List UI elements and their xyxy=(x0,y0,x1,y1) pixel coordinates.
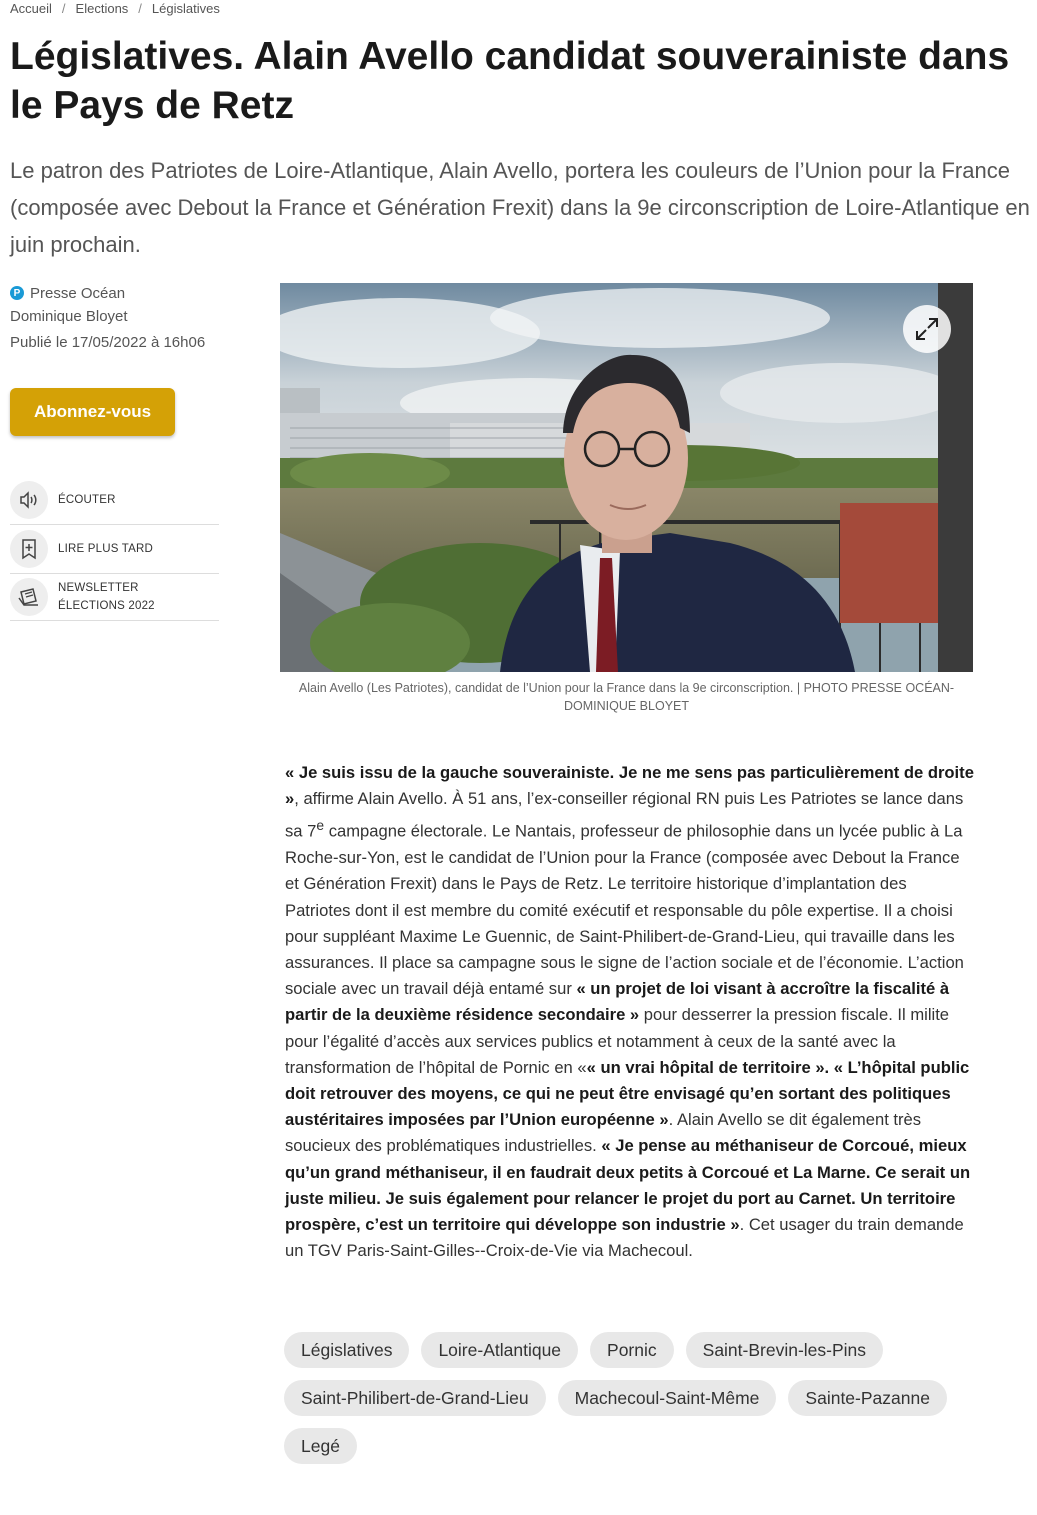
quote: « Je suis issu de la gauche souverainiste. Je ne me sens pas particulièrement de droite » xyxy=(285,763,974,809)
tag[interactable]: Saint-Philibert-de-Grand-Lieu xyxy=(284,1380,546,1416)
breadcrumb-separator: / xyxy=(61,1,66,16)
read-later-button[interactable] xyxy=(10,525,219,574)
tag[interactable]: Loire-Atlantique xyxy=(421,1332,578,1368)
photo-scene xyxy=(280,283,973,672)
expand-photo-button[interactable] xyxy=(903,305,951,353)
author: Dominique Bloyet xyxy=(10,308,128,325)
article-body xyxy=(285,760,975,1264)
source-badge-icon: P xyxy=(10,286,24,300)
body-text: . Alain Avello se dit également très soucieux des problématiques industrielles. xyxy=(285,1110,922,1156)
article-meta xyxy=(10,283,250,355)
body-text: , affirme Alain Avello. À 51 ans, l’ex-conseiller régional RN puis Les Patriotes se lance dans sa 7 xyxy=(285,789,964,841)
article-tools xyxy=(10,476,219,621)
photo-caption: Alain Avello (Les Patriotes), candidat de l’Union pour la France dans la 9e circonscription. | PHOTO PRESSE OCÉAN-DOMINIQUE BLOYET xyxy=(298,681,955,713)
body-text: pour desserrer la pression fiscale. Il milite pour l’égalité d’accès aux services publics et notamment à ceux de la santé avec la transformation de l’hôpital de Pornic en « xyxy=(285,1005,950,1077)
listen-button[interactable] xyxy=(10,476,219,525)
tag[interactable]: Législatives xyxy=(284,1332,409,1368)
newsletter-label: NEWSLETTER ÉLECTIONS 2022 xyxy=(58,582,155,612)
speaker-icon xyxy=(10,481,48,519)
breadcrumb-legislatives[interactable]: Législatives xyxy=(151,1,220,16)
subscribe-button[interactable]: Abonnez-vous xyxy=(10,388,175,436)
source-name: Presse Océan xyxy=(30,284,126,302)
source[interactable] xyxy=(10,283,250,303)
quote: « un vrai hôpital de territoire ». « L’hôpital public doit retrouver des moyens, ce qui ne peut être envisagé qu’en sortant des politiques austéritaires imposées par l’Union européenne » xyxy=(285,1057,970,1130)
read-later-label: LIRE PLUS TARD xyxy=(58,543,154,555)
tag-list xyxy=(284,1332,984,1464)
quote: « Je pense au méthaniseur de Corcoué, mieux qu’un grand méthaniseur, il en faudrait deux petits à Corcoué et La Marne. Ce serait un juste milieu. Je suis également pour relancer le projet du port au Carnet. Un territoire prospère, c’est un territoire qui développe son industrie » xyxy=(285,1136,971,1234)
tag[interactable]: Legé xyxy=(284,1428,357,1464)
superscript: e xyxy=(316,817,325,834)
bookmark-plus-icon xyxy=(10,530,48,568)
article-title: Législatives. Alain Avello candidat souverainiste dans le Pays de Retz xyxy=(10,35,1010,127)
listen-label: ÉCOUTER xyxy=(58,494,116,506)
tag[interactable]: Sainte-Pazanne xyxy=(788,1380,947,1416)
breadcrumb-home[interactable]: Accueil xyxy=(10,1,52,16)
newsletter-button[interactable] xyxy=(10,574,219,621)
tag[interactable]: Saint-Brevin-les-Pins xyxy=(686,1332,883,1368)
body-text: . Cet usager du train demande un TGV Paris-Saint-Gilles--Croix-de-Vie via Machecoul. xyxy=(285,1214,964,1261)
newsletter-icon xyxy=(10,578,48,616)
breadcrumb xyxy=(10,1,220,16)
expand-icon xyxy=(914,316,940,342)
breadcrumb-separator: / xyxy=(138,1,142,16)
article-lede: Le patron des Patriotes de Loire-Atlantique, Alain Avello, portera les couleurs de l’Union pour la France (composée avec Debout la France et Génération Frexit) dans la 9e circonscription de Loire-Atlantique en juin prochain. xyxy=(10,158,1030,257)
quote: « un projet de loi visant à accroître la fiscalité à partir de la deuxième résidence secondaire » xyxy=(285,979,950,1025)
breadcrumb-elections[interactable]: Elections xyxy=(75,1,129,16)
tag[interactable]: Machecoul-Saint-Même xyxy=(558,1380,777,1416)
tag[interactable]: Pornic xyxy=(590,1332,674,1368)
body-text: campagne électorale. Le Nantais, professeur de philosophie dans un lycée public à La Roche-sur-Yon, est le candidat de l’Union pour la France (composée avec Debout la France et Génération Frexit) dans le Pays de Retz. Le territoire historique d’implantation des Patriotes dont il est membre du comité exécutif et responsable du pôle expertise. Il a choisi pour suppléant Maxime Le Guennic, de Saint-Philibert-de-Grand-Lieu, qui travaille dans les assurances. Il place sa campagne sous le signe de l’action sociale et de l’économie. L’action sociale avec un travail déjà entamé sur xyxy=(285,821,964,999)
publish-date: Publié le 17/05/2022 à 16h06 xyxy=(10,334,206,351)
article-photo[interactable] xyxy=(280,283,973,672)
